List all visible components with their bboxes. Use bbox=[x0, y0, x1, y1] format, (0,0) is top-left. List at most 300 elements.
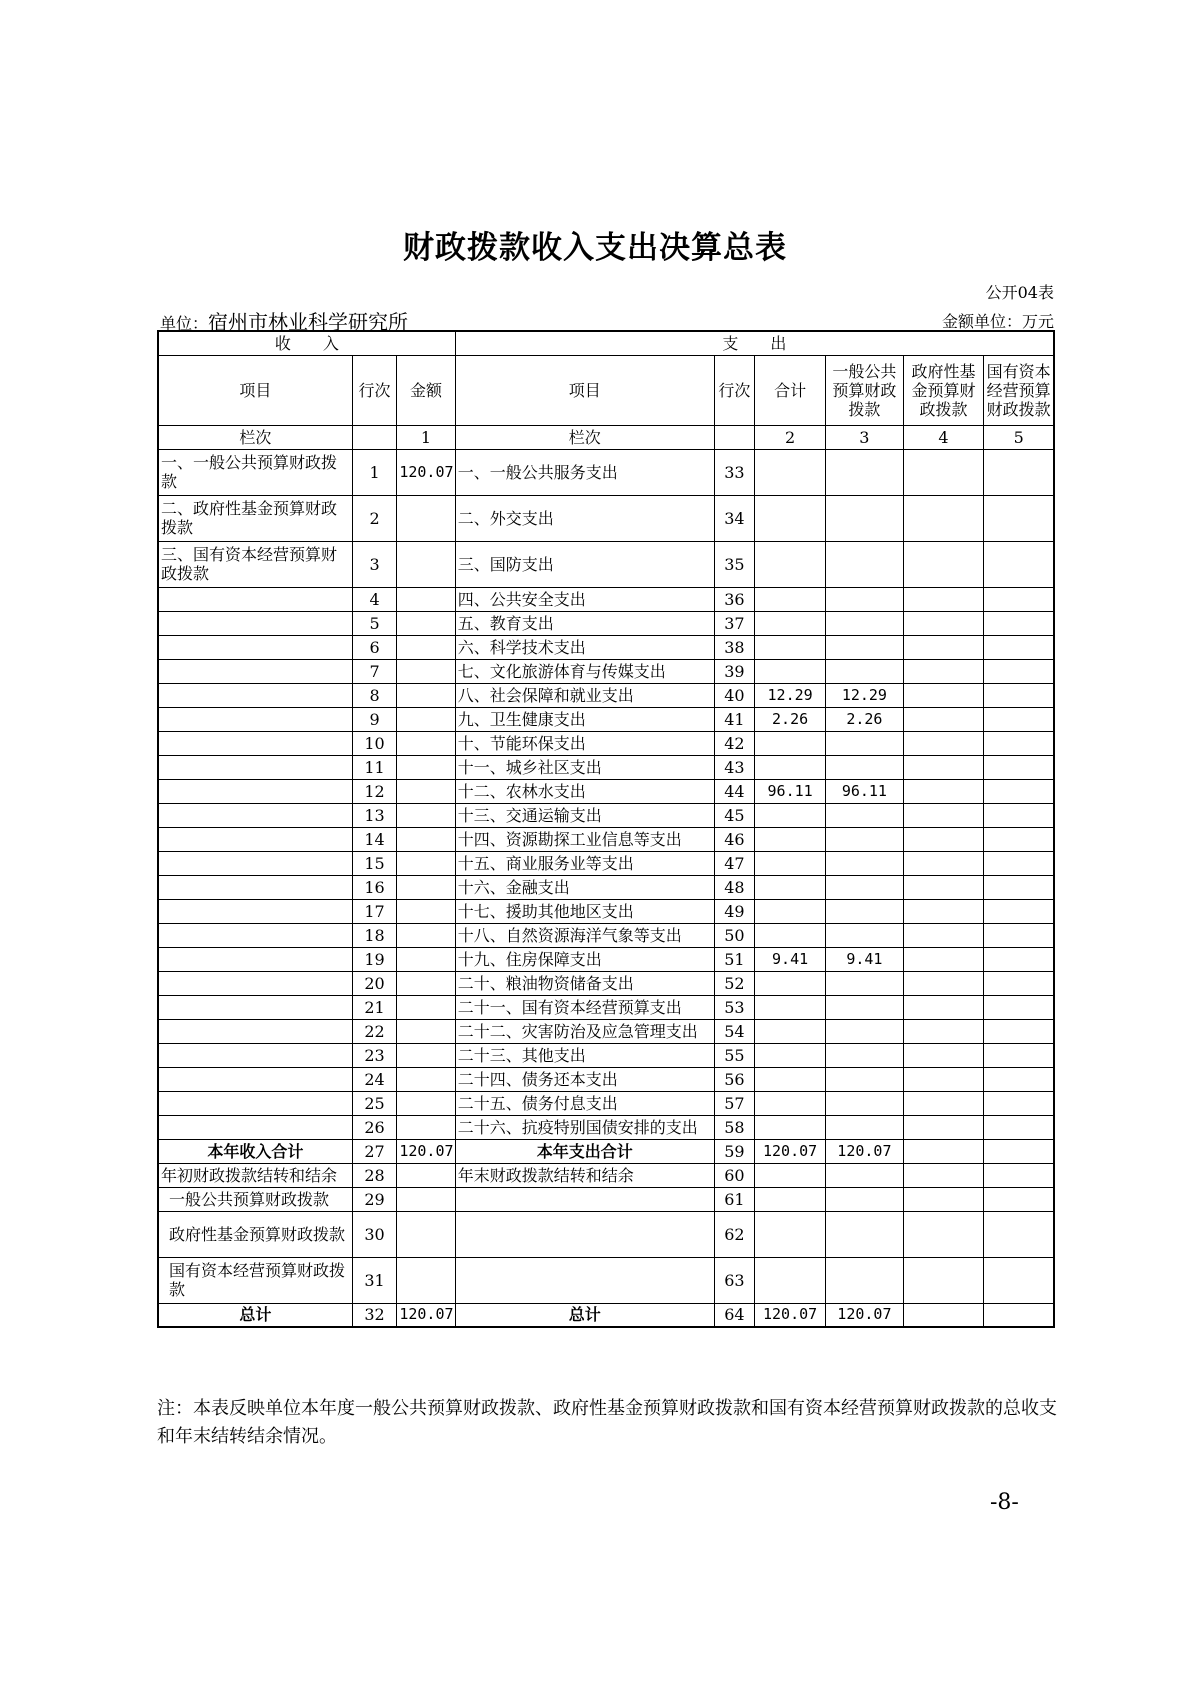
income-amount bbox=[397, 803, 455, 827]
expense-item: 十九、住房保障支出 bbox=[455, 947, 714, 971]
income-amount bbox=[397, 731, 455, 755]
income-amount-header: 金额 bbox=[397, 355, 455, 425]
balance-empty-cell bbox=[984, 1211, 1054, 1257]
income-row-no: 17 bbox=[352, 899, 397, 923]
balance-empty-cell bbox=[903, 1187, 984, 1211]
income-row-no: 4 bbox=[352, 587, 397, 611]
expense-gov-fund bbox=[903, 947, 984, 971]
expense-row-no: 55 bbox=[714, 1043, 754, 1067]
income-amount bbox=[397, 1019, 455, 1043]
expense-state-capital bbox=[984, 1115, 1054, 1139]
expense-total bbox=[755, 611, 826, 635]
income-item bbox=[158, 827, 352, 851]
expense-gov-fund bbox=[903, 683, 984, 707]
expense-gen-budget bbox=[826, 635, 903, 659]
income-item bbox=[158, 803, 352, 827]
expense-gov-fund bbox=[903, 995, 984, 1019]
expense-item: 十四、资源勘探工业信息等支出 bbox=[455, 827, 714, 851]
table-row bbox=[158, 731, 1054, 755]
column-index-row bbox=[158, 425, 1054, 449]
expense-gen-budget bbox=[826, 971, 903, 995]
balance-empty-cell bbox=[826, 1211, 903, 1257]
expense-row-no: 45 bbox=[714, 803, 754, 827]
expense-gen-budget bbox=[826, 587, 903, 611]
income-item bbox=[158, 851, 352, 875]
expense-header: 支 出 bbox=[455, 331, 1054, 355]
income-row-no: 30 bbox=[352, 1211, 397, 1257]
table-row bbox=[158, 1019, 1054, 1043]
grand-total-row bbox=[158, 1303, 1054, 1327]
income-amount bbox=[397, 947, 455, 971]
expense-gen-budget bbox=[826, 923, 903, 947]
expense-gen-budget bbox=[826, 1043, 903, 1067]
income-row-no: 23 bbox=[352, 1043, 397, 1067]
income-header: 收 入 bbox=[158, 331, 455, 355]
expense-gov-fund bbox=[903, 779, 984, 803]
income-row-no: 1 bbox=[352, 449, 397, 495]
expense-item: 十六、金融支出 bbox=[455, 875, 714, 899]
balance-empty-cell bbox=[984, 1163, 1054, 1187]
expense-total: 2.26 bbox=[755, 707, 826, 731]
gen-budget-header: 一般公共预算财政拨款 bbox=[826, 355, 903, 425]
balance-income-item: 一般公共预算财政拨款 bbox=[158, 1187, 352, 1211]
income-item bbox=[158, 731, 352, 755]
table-row bbox=[158, 971, 1054, 995]
expense-total bbox=[755, 731, 826, 755]
expense-row-no: 47 bbox=[714, 851, 754, 875]
grand-expense-total-label: 总计 bbox=[455, 1303, 714, 1327]
balance-empty-cell bbox=[755, 1163, 826, 1187]
expense-gov-fund bbox=[903, 827, 984, 851]
expense-state-capital bbox=[984, 899, 1054, 923]
expense-gov-fund bbox=[903, 875, 984, 899]
income-item bbox=[158, 707, 352, 731]
income-row-no: 25 bbox=[352, 1091, 397, 1115]
expense-row-no: 37 bbox=[714, 611, 754, 635]
table-row bbox=[158, 827, 1054, 851]
income-row-no: 21 bbox=[352, 995, 397, 1019]
balance-empty-cell bbox=[826, 1257, 903, 1303]
expense-gen-budget bbox=[826, 1115, 903, 1139]
income-row-no: 6 bbox=[352, 635, 397, 659]
income-amount bbox=[397, 851, 455, 875]
income-item bbox=[158, 587, 352, 611]
grand-income-total-label: 总计 bbox=[158, 1303, 352, 1327]
balance-empty-cell bbox=[755, 1187, 826, 1211]
expense-total bbox=[755, 1019, 826, 1043]
expense-gov-fund bbox=[903, 971, 984, 995]
expense-gov-fund bbox=[903, 495, 984, 541]
income-row-no: 24 bbox=[352, 1067, 397, 1091]
expense-gen-budget: 2.26 bbox=[826, 707, 903, 731]
expense-row-no-header: 行次 bbox=[714, 355, 754, 425]
expense-row-no: 59 bbox=[714, 1139, 754, 1163]
expense-gov-fund bbox=[903, 1115, 984, 1139]
expense-item: 十一、城乡社区支出 bbox=[455, 755, 714, 779]
footnote: 注：本表反映单位本年度一般公共预算财政拨款、政府性基金预算财政拨款和国有资本经营预算财政拨款的总收支和年末结转结余情况。 bbox=[157, 1398, 1057, 1447]
expense-row-no: 64 bbox=[714, 1303, 754, 1327]
expense-gen-budget bbox=[826, 755, 903, 779]
year-total-row bbox=[158, 1139, 1054, 1163]
expense-item: 二十四、债务还本支出 bbox=[455, 1067, 714, 1091]
balance-income-amount bbox=[397, 1257, 455, 1303]
balance-row bbox=[158, 1211, 1054, 1257]
table-row bbox=[158, 851, 1054, 875]
income-amount bbox=[397, 707, 455, 731]
header-group-row bbox=[158, 331, 1054, 355]
grand-expense-state-capital bbox=[984, 1303, 1054, 1327]
expense-item: 十五、商业服务业等支出 bbox=[455, 851, 714, 875]
income-row-no: 11 bbox=[352, 755, 397, 779]
table-row bbox=[158, 1115, 1054, 1139]
expense-total: 9.41 bbox=[755, 947, 826, 971]
expense-item: 一、一般公共服务支出 bbox=[455, 449, 714, 495]
expense-gen-budget bbox=[826, 1067, 903, 1091]
balance-empty-cell bbox=[826, 1163, 903, 1187]
expense-gen-budget bbox=[826, 541, 903, 587]
expense-state-capital bbox=[984, 541, 1054, 587]
income-item bbox=[158, 947, 352, 971]
year-expense-total: 120.07 bbox=[755, 1139, 826, 1163]
income-row-no: 8 bbox=[352, 683, 397, 707]
expense-state-capital bbox=[984, 707, 1054, 731]
col-index-2: 2 bbox=[755, 425, 826, 449]
state-capital-header: 国有资本经营预算财政拨款 bbox=[984, 355, 1054, 425]
balance-income-item: 政府性基金预算财政拨款 bbox=[158, 1211, 352, 1257]
expense-item: 十七、援助其他地区支出 bbox=[455, 899, 714, 923]
expense-state-capital bbox=[984, 1091, 1054, 1115]
income-row-no: 13 bbox=[352, 803, 397, 827]
income-row-no: 32 bbox=[352, 1303, 397, 1327]
table-row bbox=[158, 541, 1054, 587]
expense-row-no: 60 bbox=[714, 1163, 754, 1187]
expense-state-capital bbox=[984, 1043, 1054, 1067]
balance-expense-item bbox=[455, 1257, 714, 1303]
income-amount bbox=[397, 875, 455, 899]
expense-gen-budget bbox=[826, 827, 903, 851]
income-amount bbox=[397, 659, 455, 683]
expense-row-no: 62 bbox=[714, 1211, 754, 1257]
balance-row bbox=[158, 1257, 1054, 1303]
expense-gen-budget bbox=[826, 803, 903, 827]
table-row bbox=[158, 875, 1054, 899]
expense-total bbox=[755, 923, 826, 947]
expense-gen-budget bbox=[826, 875, 903, 899]
income-item bbox=[158, 995, 352, 1019]
page-title: 财政拨款收入支出决算总表 bbox=[403, 230, 787, 266]
expense-gen-budget: 12.29 bbox=[826, 683, 903, 707]
expense-row-no: 56 bbox=[714, 1067, 754, 1091]
grand-expense-gen-budget: 120.07 bbox=[826, 1303, 903, 1327]
income-row-no: 14 bbox=[352, 827, 397, 851]
expense-gen-budget bbox=[826, 995, 903, 1019]
expense-item: 二十、粮油物资储备支出 bbox=[455, 971, 714, 995]
income-row-no: 31 bbox=[352, 1257, 397, 1303]
income-amount bbox=[397, 495, 455, 541]
expense-row-no: 57 bbox=[714, 1091, 754, 1115]
table-row bbox=[158, 923, 1054, 947]
balance-empty-cell bbox=[826, 1187, 903, 1211]
table-row bbox=[158, 947, 1054, 971]
expense-state-capital bbox=[984, 659, 1054, 683]
balance-income-amount bbox=[397, 1163, 455, 1187]
expense-row-no: 39 bbox=[714, 659, 754, 683]
table-row bbox=[158, 611, 1054, 635]
balance-income-amount bbox=[397, 1211, 455, 1257]
expense-gov-fund bbox=[903, 923, 984, 947]
expense-total bbox=[755, 635, 826, 659]
income-amount bbox=[397, 995, 455, 1019]
table-row bbox=[158, 899, 1054, 923]
expense-gov-fund bbox=[903, 587, 984, 611]
income-row-no: 22 bbox=[352, 1019, 397, 1043]
expense-item-header: 项目 bbox=[455, 355, 714, 425]
income-item bbox=[158, 779, 352, 803]
income-item bbox=[158, 875, 352, 899]
expense-state-capital bbox=[984, 1067, 1054, 1091]
expense-total bbox=[755, 541, 826, 587]
income-item-header: 项目 bbox=[158, 355, 352, 425]
year-expense-state-capital bbox=[984, 1139, 1054, 1163]
expense-gen-budget bbox=[826, 731, 903, 755]
income-amount bbox=[397, 1115, 455, 1139]
expense-item: 二十三、其他支出 bbox=[455, 1043, 714, 1067]
balance-empty-cell bbox=[903, 1257, 984, 1303]
expense-total bbox=[755, 755, 826, 779]
income-item: 一、一般公共预算财政拨款 bbox=[158, 449, 352, 495]
income-amount bbox=[397, 541, 455, 587]
expense-total bbox=[755, 1043, 826, 1067]
expense-total: 12.29 bbox=[755, 683, 826, 707]
expense-gen-budget bbox=[826, 611, 903, 635]
income-amount bbox=[397, 1043, 455, 1067]
table-row bbox=[158, 587, 1054, 611]
expense-gov-fund bbox=[903, 899, 984, 923]
expense-row-no: 43 bbox=[714, 755, 754, 779]
expense-gen-budget: 96.11 bbox=[826, 779, 903, 803]
expense-total bbox=[755, 875, 826, 899]
balance-empty-cell bbox=[903, 1211, 984, 1257]
income-row-no-header: 行次 bbox=[352, 355, 397, 425]
year-income-total: 120.07 bbox=[397, 1139, 455, 1163]
expense-row-no: 52 bbox=[714, 971, 754, 995]
expense-item: 六、科学技术支出 bbox=[455, 635, 714, 659]
expense-gov-fund bbox=[903, 541, 984, 587]
expense-row-no: 51 bbox=[714, 947, 754, 971]
grand-income-total: 120.07 bbox=[397, 1303, 455, 1327]
expense-row-no: 48 bbox=[714, 875, 754, 899]
expense-item: 二十二、灾害防治及应急管理支出 bbox=[455, 1019, 714, 1043]
money-unit: 金额单位：万元 bbox=[941, 312, 1054, 331]
expense-row-no: 46 bbox=[714, 827, 754, 851]
income-amount bbox=[397, 683, 455, 707]
expense-gov-fund bbox=[903, 1067, 984, 1091]
expense-gov-fund bbox=[903, 755, 984, 779]
income-amount bbox=[397, 779, 455, 803]
income-amount bbox=[397, 827, 455, 851]
balance-expense-item bbox=[455, 1211, 714, 1257]
expense-gen-budget bbox=[826, 1019, 903, 1043]
expense-total bbox=[755, 449, 826, 495]
expense-item: 七、文化旅游体育与传媒支出 bbox=[455, 659, 714, 683]
expense-state-capital bbox=[984, 683, 1054, 707]
balance-row bbox=[158, 1163, 1054, 1187]
grand-expense-gov-fund bbox=[903, 1303, 984, 1327]
expense-state-capital bbox=[984, 923, 1054, 947]
expense-total bbox=[755, 1067, 826, 1091]
expense-row-no: 38 bbox=[714, 635, 754, 659]
table-row bbox=[158, 683, 1054, 707]
expense-total bbox=[755, 803, 826, 827]
income-row-no: 18 bbox=[352, 923, 397, 947]
income-item bbox=[158, 1043, 352, 1067]
expense-gen-budget bbox=[826, 899, 903, 923]
expense-state-capital bbox=[984, 635, 1054, 659]
expense-item: 四、公共安全支出 bbox=[455, 587, 714, 611]
col-index-blank bbox=[352, 425, 397, 449]
income-row-no: 20 bbox=[352, 971, 397, 995]
balance-empty-cell bbox=[755, 1211, 826, 1257]
table-row bbox=[158, 659, 1054, 683]
income-row-no: 26 bbox=[352, 1115, 397, 1139]
gov-fund-header: 政府性基金预算财政拨款 bbox=[903, 355, 984, 425]
expense-total bbox=[755, 899, 826, 923]
income-row-no: 28 bbox=[352, 1163, 397, 1187]
income-amount bbox=[397, 1091, 455, 1115]
expense-gov-fund bbox=[903, 1019, 984, 1043]
expense-row-no: 40 bbox=[714, 683, 754, 707]
table-row bbox=[158, 635, 1054, 659]
expense-state-capital bbox=[984, 1019, 1054, 1043]
expense-item: 二十一、国有资本经营预算支出 bbox=[455, 995, 714, 1019]
expense-item: 三、国防支出 bbox=[455, 541, 714, 587]
expense-gov-fund bbox=[903, 449, 984, 495]
expense-item: 二十五、债务付息支出 bbox=[455, 1091, 714, 1115]
balance-empty-cell bbox=[984, 1257, 1054, 1303]
expense-item: 八、社会保障和就业支出 bbox=[455, 683, 714, 707]
income-amount bbox=[397, 971, 455, 995]
expense-item: 二、外交支出 bbox=[455, 495, 714, 541]
income-amount bbox=[397, 635, 455, 659]
income-row-no: 19 bbox=[352, 947, 397, 971]
table-row bbox=[158, 1091, 1054, 1115]
expense-state-capital bbox=[984, 495, 1054, 541]
income-item bbox=[158, 635, 352, 659]
col-index-exp-label: 栏次 bbox=[455, 425, 714, 449]
expense-gen-budget bbox=[826, 495, 903, 541]
expense-row-no: 49 bbox=[714, 899, 754, 923]
expense-state-capital bbox=[984, 587, 1054, 611]
table-row bbox=[158, 779, 1054, 803]
income-item: 三、国有资本经营预算财政拨款 bbox=[158, 541, 352, 587]
expense-total bbox=[755, 827, 826, 851]
col-index-5: 5 bbox=[984, 425, 1054, 449]
expense-row-no: 63 bbox=[714, 1257, 754, 1303]
expense-item: 十八、自然资源海洋气象等支出 bbox=[455, 923, 714, 947]
settlement-table bbox=[157, 330, 1055, 1328]
income-amount: 120.07 bbox=[397, 449, 455, 495]
income-amount bbox=[397, 1067, 455, 1091]
balance-income-item: 国有资本经营预算财政拨款 bbox=[158, 1257, 352, 1303]
income-amount bbox=[397, 755, 455, 779]
expense-gov-fund bbox=[903, 659, 984, 683]
expense-total bbox=[755, 851, 826, 875]
expense-item: 十三、交通运输支出 bbox=[455, 803, 714, 827]
income-item bbox=[158, 923, 352, 947]
expense-state-capital bbox=[984, 449, 1054, 495]
expense-gov-fund bbox=[903, 803, 984, 827]
expense-row-no: 36 bbox=[714, 587, 754, 611]
income-amount bbox=[397, 899, 455, 923]
total-header: 合计 bbox=[755, 355, 826, 425]
income-item bbox=[158, 1067, 352, 1091]
expense-row-no: 58 bbox=[714, 1115, 754, 1139]
expense-total bbox=[755, 1091, 826, 1115]
income-row-no: 27 bbox=[352, 1139, 397, 1163]
expense-state-capital bbox=[984, 755, 1054, 779]
expense-gov-fund bbox=[903, 635, 984, 659]
table-row bbox=[158, 707, 1054, 731]
income-item bbox=[158, 899, 352, 923]
expense-state-capital bbox=[984, 827, 1054, 851]
expense-total bbox=[755, 971, 826, 995]
header-row bbox=[158, 355, 1054, 425]
col-index-3: 3 bbox=[826, 425, 903, 449]
income-item bbox=[158, 611, 352, 635]
income-item bbox=[158, 1091, 352, 1115]
expense-gov-fund bbox=[903, 731, 984, 755]
income-row-no: 12 bbox=[352, 779, 397, 803]
expense-row-no: 54 bbox=[714, 1019, 754, 1043]
income-row-no: 16 bbox=[352, 875, 397, 899]
expense-state-capital bbox=[984, 947, 1054, 971]
expense-state-capital bbox=[984, 971, 1054, 995]
expense-total bbox=[755, 995, 826, 1019]
year-income-total-label: 本年收入合计 bbox=[158, 1139, 352, 1163]
expense-gen-budget bbox=[826, 659, 903, 683]
year-expense-gov-fund bbox=[903, 1139, 984, 1163]
income-row-no: 15 bbox=[352, 851, 397, 875]
expense-total bbox=[755, 1115, 826, 1139]
balance-expense-item: 年末财政拨款结转和结余 bbox=[455, 1163, 714, 1187]
expense-item: 五、教育支出 bbox=[455, 611, 714, 635]
expense-row-no: 42 bbox=[714, 731, 754, 755]
table-row bbox=[158, 1043, 1054, 1067]
expense-state-capital bbox=[984, 803, 1054, 827]
expense-row-no: 35 bbox=[714, 541, 754, 587]
income-item bbox=[158, 659, 352, 683]
form-number: 公开04表 bbox=[985, 283, 1054, 302]
table-row bbox=[158, 755, 1054, 779]
balance-empty-cell bbox=[903, 1163, 984, 1187]
income-row-no: 2 bbox=[352, 495, 397, 541]
unit-label: 单位： bbox=[160, 314, 209, 333]
expense-item: 二十六、抗疫特别国债安排的支出 bbox=[455, 1115, 714, 1139]
grand-expense-total: 120.07 bbox=[755, 1303, 826, 1327]
income-item bbox=[158, 755, 352, 779]
col-index-4: 4 bbox=[903, 425, 984, 449]
expense-row-no: 50 bbox=[714, 923, 754, 947]
col-index-1: 1 bbox=[397, 425, 455, 449]
expense-gen-budget bbox=[826, 851, 903, 875]
income-item: 二、政府性基金预算财政拨款 bbox=[158, 495, 352, 541]
income-row-no: 29 bbox=[352, 1187, 397, 1211]
balance-expense-item bbox=[455, 1187, 714, 1211]
income-item bbox=[158, 971, 352, 995]
expense-gov-fund bbox=[903, 707, 984, 731]
expense-row-no: 41 bbox=[714, 707, 754, 731]
expense-item: 十、节能环保支出 bbox=[455, 731, 714, 755]
